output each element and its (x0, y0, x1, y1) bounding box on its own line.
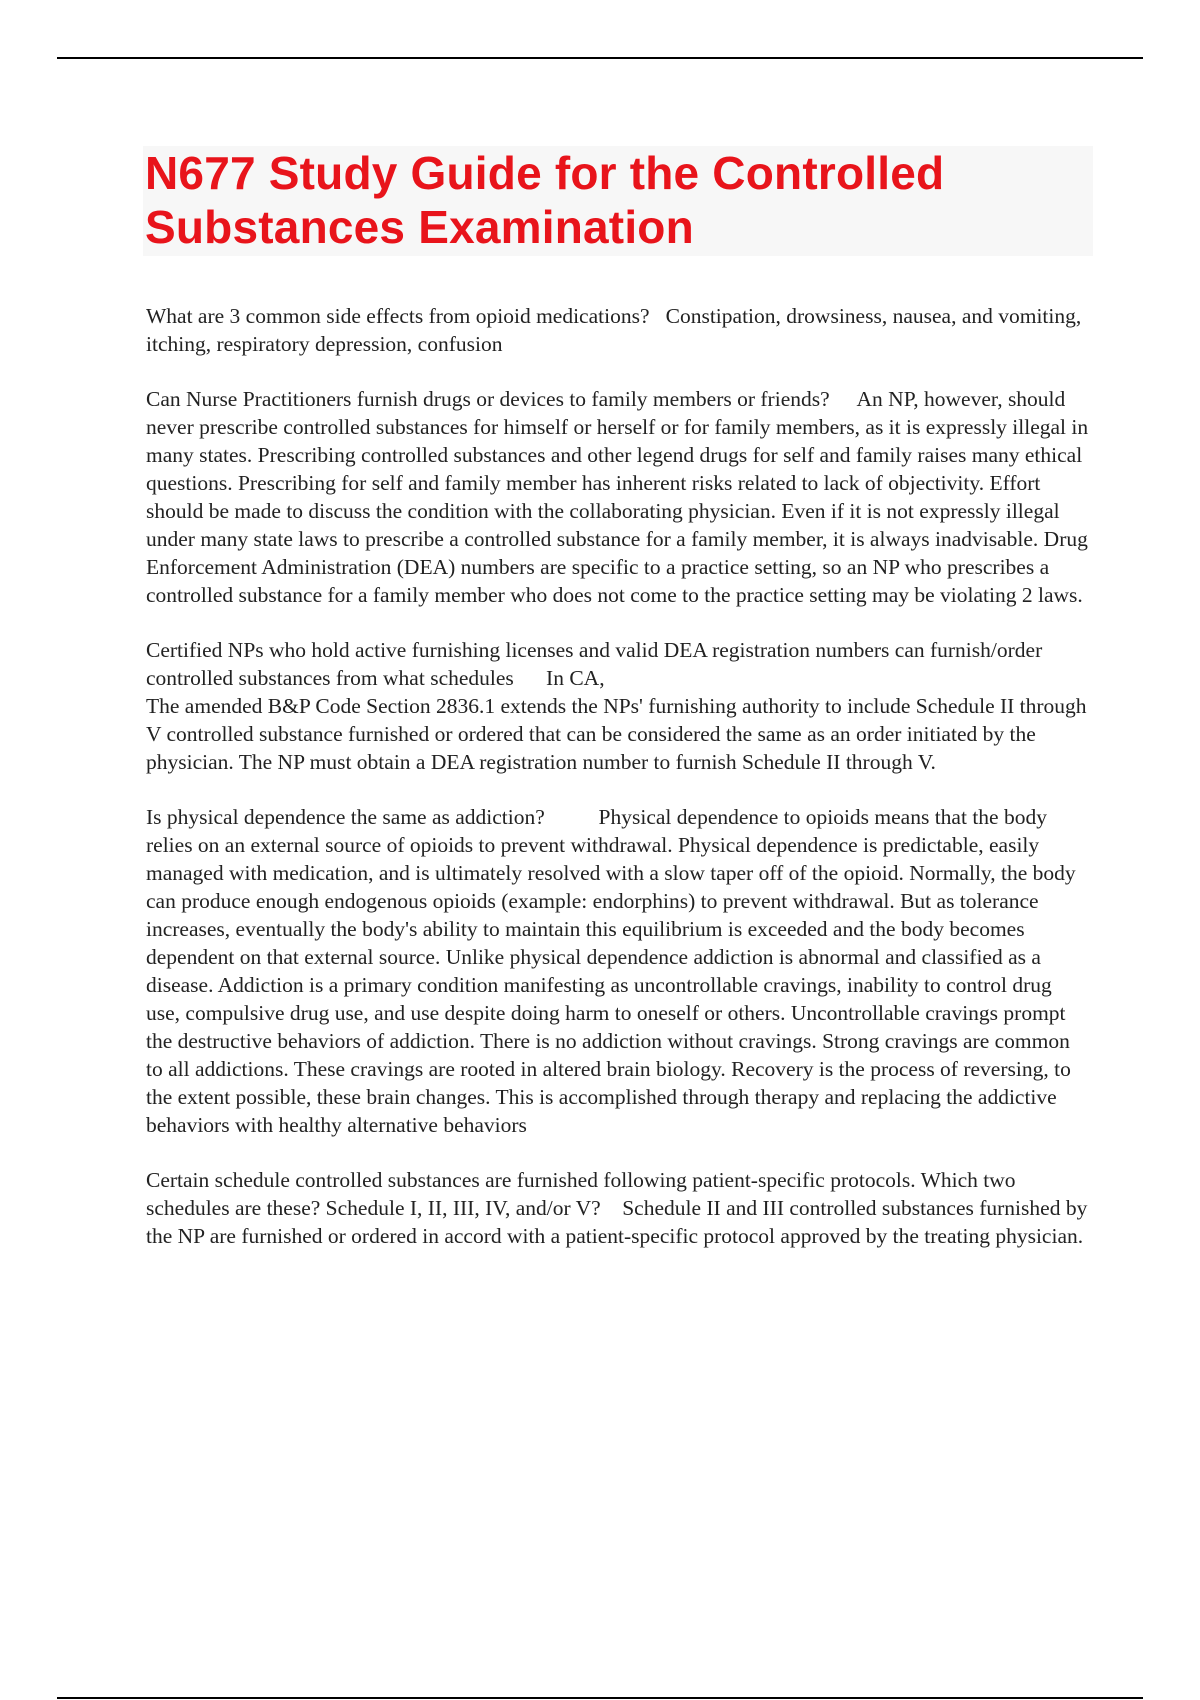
qa-answer: An NP, however, should never prescribe controlled substances for himself or herself or for family members, as it is expressly illegal in many states. Prescribing controlled substances and other legend drugs for self and family raises many ethical questions. Prescribing for self and family member has inherent risks related to lack of objectivity. Effort should be made to discuss the condition with the collaborating physician. Even if it is not expressly illegal under many state laws to prescribe a controlled substance for a family member, it is always inadvisable. Drug Enforcement Administration (DEA) numbers are specific to a practice setting, so an NP who prescribes a controlled substance for a family member who does not come to the practice setting may be violating 2 laws. (146, 387, 1089, 607)
qa-answer: In CA, The amended B&P Code Section 2836.1 extends the NPs' furnishing authority to include Schedule II through V controlled substance furnished or ordered that can be considered the same as an order initiated by the physician. The NP must obtain a DEA registration number to furnish Schedule II through V. (146, 666, 1087, 774)
qa-item (146, 385, 1091, 609)
qa-question: What are 3 common side effects from opioid medications? (146, 304, 650, 328)
qa-item (146, 302, 1091, 358)
qa-answer: Constipation, drowsiness, nausea, and vomiting, itching, respiratory depression, confusion (146, 304, 1082, 356)
qa-item (146, 636, 1091, 776)
qa-list (146, 302, 1091, 1277)
top-rule (57, 57, 1143, 59)
qa-question: Is physical dependence the same as addiction? (146, 805, 545, 829)
qa-question: Certain schedule controlled substances are furnished following patient-specific protocols. Which two schedules are these? Schedule I, II, III, IV, and/or V? (146, 1168, 1016, 1220)
qa-question: Can Nurse Practitioners furnish drugs or devices to family members or friends? (146, 387, 830, 411)
title-banner (143, 146, 1093, 256)
qa-item (146, 803, 1091, 1139)
qa-question: Certified NPs who hold active furnishing licenses and valid DEA registration numbers can furnish/order controlled substances from what schedules (146, 638, 1043, 690)
qa-answer: Physical dependence to opioids means that the body relies on an external source of opioids to prevent withdrawal. Physical dependence is predictable, easily managed with medication, and is ultimately resolved with a slow taper off of the opioid. Normally, the body can produce enough endogenous opioids (example: endorphins) to prevent withdrawal. But as tolerance increases, eventually the body's ability to maintain this equilibrium is exceeded and the body becomes dependent on that external source. Unlike physical dependence addiction is abnormal and classified as a disease. Addiction is a primary condition manifesting as uncontrollable cravings, inability to control drug use, compulsive drug use, and use despite doing harm to oneself or others. Uncontrollable cravings prompt the destructive behaviors of addiction. There is no addiction without cravings. Strong cravings are common to all addictions. These cravings are rooted in altered brain biology. Recovery is the process of reversing, to the extent possible, these brain changes. This is accomplished through therapy and replacing the addictive behaviors with healthy alternative behaviors (146, 805, 1076, 1137)
document-title: N677 Study Guide for the Controlled Substances Examination (145, 147, 945, 253)
bottom-rule (57, 1697, 1143, 1699)
qa-item (146, 1166, 1091, 1250)
qa-answer: Schedule II and III controlled substances furnished by the NP are furnished or ordered in accord with a patient-specific protocol approved by the treating physician. (146, 1196, 1088, 1248)
